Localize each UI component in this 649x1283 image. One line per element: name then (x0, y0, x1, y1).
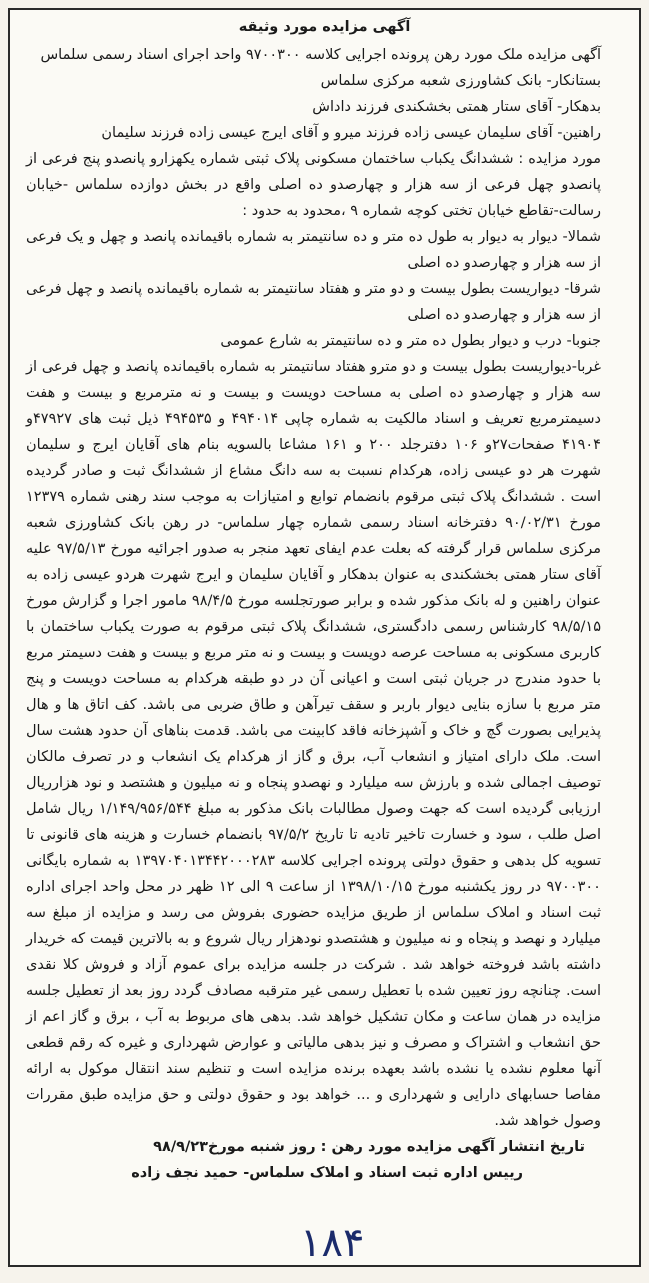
publish-date: تاریخ انتشار آگهی مزایده مورد رهن : روز شنبه مورخ۹۸/۹/۲۳ (153, 1139, 585, 1155)
official-signature: رییس اداره ثبت اسناد و املاک سلماس- حمید نجف زاده (131, 1165, 523, 1181)
boundary-north: شمالا- دیوار به دیوار به طول ده متر و ده سانتیمتر به شماره باقیمانده پانصد و چهل و یک فرعی از سه هزار و چهارصدو ده اصلی (26, 229, 601, 271)
auction-subject: مورد مزایده : ششدانگ یکباب ساختمان مسکونی پلاک ثبتی شماره یکهزارو پانصدو پنج فرعی از پانصدو چهل فرعی از سه هزار و چهارصدو ده اصلی واقع در بخش دوازده سلماس -خیابان رسالت-تقاطع خیابان تختی کوچه شماره ۹ ،محدود به حدود : (26, 151, 601, 219)
notice-title: آگهی مزایده مورد وثیقه (238, 19, 411, 35)
boundary-west-and-terms: غربا-دیواریست بطول بیست و دو مترو هفتاد سانتیمتر به شماره باقیمانده پانصد و چهل فرعی از سه هزار و چهارصدو ده اصلی به مساحت دویست و بیست و نه مترمربع و بیست و هفت دسیمترمربع تعریف و اسناد مالکیت به شماره چاپی ۴۹۴۰۱۴ و ۴۹۴۵۳۵ ذیل ثبت های ۴۷۹۲۷و ۴۱۹۰۴ صفحات۲۷و ۱۰۶ دفترجلد ۲۰۰ و ۱۶۱ مشاعا بالسویه بنام های آقایان ایرج و سلیمان شهرت هر دو عیسی زاده، هرکدام نسبت به سه دانگ مشاع از ششدانگ ثبت و صادر گردیده است . ششدانگ پلاک ثبتی مرقوم بانضمام توابع و امتیازات به موجب سند رهنی شماره ۱۲۳۷۹ مورخ ۹۰/۰۲/۳۱ دفترخانه اسناد رسمی شماره چهار سلماس- در رهن بانک کشاورزی شعبه مرکزی سلماس قرار گرفته که بعلت عدم ایفای تعهد منجر به صدور اجرائیه مورخ ۹۷/۵/۱۳ علیه آقای ستار همتی بخشکندی به عنوان بدهکار و آقایان سلیمان و ایرج شهرت هردو عیسی زاده به عنوان راهنین و له بانک مذکور شده و برابر صورتجلسه مورخ ۹۸/۴/۵ مامور اجرا و گزارش مورخ ۹۸/۵/۱۵ کارشناس رسمی دادگستری، ششدانگ پلاک ثبتی مرقوم به صورت یکباب ساختمان با کاربری مسکونی به مساحت عرصه دویست و بیست و نه متر مربع و بیست و هفت دسیمتر مربع با حدود مندرج در جریان ثبتی است و اعیانی آن در دو طبقه هرکدام به مساحت دویست و پنج متر مربع با سازه بنایی دیوار باربر و سقف تیرآهن و طاق ضربی می باشد. کف اتاق ها و هال پذیرایی بصورت گچ و خاک و آشپزخانه فاقد کابینت می باشد. قدمت بناهای آن حدود هشت سال است. ملک دارای امتیاز و انشعاب آب، برق و گاز از هرکدام یک انشعاب و در تصرف مالکان توصیف اجمالی شده و بارزش سه میلیارد و نهصدو پنجاه و نه میلیون و هشتصد و نود هزارریال ارزیابی گردیده است که جهت وصول مطالبات بانک مذکور به مبلغ ۱/۱۴۹/۹۵۶/۵۴۴ ریال شامل اصل طلب ، سود و خسارت تاخیر تادیه تا تاریخ ۹۷/۵/۲ بانضمام خسارت و هزینه های قانونی تا تسویه کل بدهی و حقوق دولتی پرونده اجرایی کلاسه ۱۳۹۷۰۴۰۱۳۴۴۲۰۰۰۲۸۳ به شماره بایگانی ۹۷۰۰۳۰۰ در روز یکشنبه مورخ ۱۳۹۸/۱۰/۱۵ از ساعت ۹ الی ۱۲ ظهر در محل واحد اجرای اداره ثبت اسناد و املاک سلماس از طریق مزایده حضوری بفروش می رسد و مزایده از مبلغ سه میلیارد و نهصد و پنجاه و نه میلیون و هشتصدو نودهزار ریال شروع و به بالاترین قیمت که خریدار داشته باشد فروخته خواهد شد . شرکت در جلسه مزایده برای عموم آزاد و فروش کلا نقدی است. چنانچه روز تعیین شده با تعطیل رسمی غیر مترقبه مصادف گردد روز بعد از تعطیل جلسه مزایده در همان ساعت و مکان تشکیل خواهد شد. بدهی های مربوط به آب ، برق و گاز اعم از حق انشعاب و اشتراک و مصرف و نیز بدهی مالیاتی و عوارض شهرداری و غیره که رقم قطعی آنها معلوم نشده یا نشده باشد بعهده برنده مزایده است و تنظیم سند انتقال موکول به ارائه مفاصا حسابهای دارایی و شهرداری و ... خواهد بود و حقوق دولتی و حق مزایده طبق مقررات وصول خواهد شد. (26, 359, 601, 1129)
notice-body (10, 10, 639, 1186)
handwritten-page-number: ۱۸۴ (300, 1220, 365, 1266)
creditor-line: بستانکار- بانک کشاورزی شعبه مرکزی سلماس (320, 73, 601, 89)
debtor-line: بدهکار- آقای ستار همتی بخشکندی فرزند داداش (312, 99, 601, 115)
notice-clipping (8, 8, 641, 1267)
boundary-south: جنوبا- درب و دیوار بطول ده متر و ده سانتیمتر به شارع عمومی (220, 333, 601, 349)
boundary-east: شرقا- دیواریست بطول بیست و دو متر و هفتاد سانتیمتر به شماره باقیمانده پانصد و چهل فرعی از سه هزار و چهارصدو ده اصلی (26, 281, 601, 323)
mortgagors-line: راهنین- آقای سلیمان عیسی زاده فرزند میرو و آقای ایرج عیسی زاده فرزند سلیمان (101, 125, 601, 141)
notice-intro: آگهی مزایده ملک مورد رهن پرونده اجرایی کلاسه ۹۷۰۰۳۰۰ واحد اجرای اسناد رسمی سلماس (40, 47, 601, 63)
